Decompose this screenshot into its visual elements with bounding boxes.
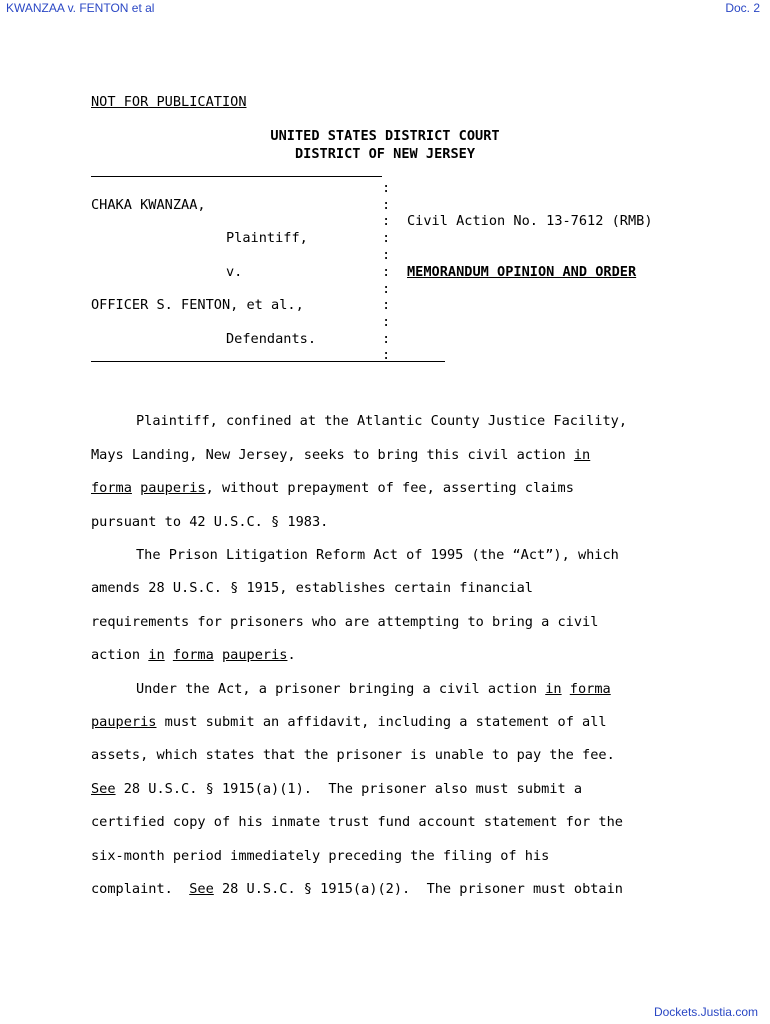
paragraph-line xyxy=(91,880,623,898)
paragraph-line xyxy=(91,713,607,731)
text-run xyxy=(562,681,570,697)
text-run: action xyxy=(91,647,149,663)
paragraph-line: certified copy of his inmate trust fund account statement for the xyxy=(91,814,623,830)
caption-bottom-rule xyxy=(91,361,445,362)
paragraph-line xyxy=(91,780,582,798)
defendant-name: OFFICER S. FENTON, et al., xyxy=(91,297,304,313)
caption-colon: : xyxy=(382,347,391,363)
case-title-link[interactable]: KWANZAA v. FENTON et al xyxy=(6,1,155,15)
text-run: Under the Act, a prisoner bringing a civil action xyxy=(136,681,546,697)
italic-term: in xyxy=(148,647,165,663)
caption-colon: : xyxy=(382,314,391,330)
court-name: UNITED STATES DISTRICT COURT xyxy=(270,128,500,144)
text-run: . xyxy=(287,647,296,663)
text-run: 28 U.S.C. § 1915(a)(1). The prisoner also must submit a xyxy=(115,781,583,797)
publication-note: NOT FOR PUBLICATION xyxy=(91,94,247,110)
citation-signal: See xyxy=(91,781,116,797)
plaintiff-name: CHAKA KWANZAA, xyxy=(91,197,206,213)
caption-top-rule xyxy=(91,176,382,177)
paragraph-line: The Prison Litigation Reform Act of 1995 (the “Act”), which xyxy=(136,547,619,563)
paragraph-line: pursuant to 42 U.S.C. § 1983. xyxy=(91,514,329,530)
text-run: 28 U.S.C. § 1915(a)(2). The prisoner must obtain xyxy=(213,881,623,897)
italic-term: pauperis xyxy=(140,480,206,496)
paragraph-line xyxy=(91,479,574,497)
italic-term: pauperis xyxy=(91,714,157,730)
italic-term: in xyxy=(545,681,562,697)
versus: v. xyxy=(226,264,243,280)
doc-number-link[interactable]: Doc. 2 xyxy=(725,1,760,15)
caption-colon: : xyxy=(382,213,391,229)
caption-colon: : xyxy=(382,264,391,280)
text-run: must submit an affidavit, including a statement of all xyxy=(156,714,607,730)
district-name: DISTRICT OF NEW JERSEY xyxy=(294,146,476,162)
civil-action-number: Civil Action No. 13-7612 (RMB) xyxy=(407,213,653,229)
defendant-role: Defendants. xyxy=(226,331,317,347)
text-run: , without prepayment of fee, asserting claims xyxy=(205,480,574,496)
caption-colon: : xyxy=(382,247,391,263)
italic-term: forma xyxy=(91,480,132,496)
caption-colon: : xyxy=(382,297,391,313)
text-run xyxy=(214,647,222,663)
text-run: complaint. xyxy=(91,881,190,897)
caption-colon: : xyxy=(382,331,391,347)
paragraph-line xyxy=(136,680,611,698)
caption-colon: : xyxy=(382,281,391,297)
text-run xyxy=(132,480,140,496)
citation-signal: See xyxy=(189,881,214,897)
source-link[interactable]: Dockets.Justia.com xyxy=(653,1005,758,1019)
paragraph-line: six-month period immediately preceding the filing of his xyxy=(91,848,550,864)
paragraph-line xyxy=(91,446,590,464)
paragraph-line: assets, which states that the prisoner is unable to pay the fee. xyxy=(91,747,615,763)
caption-colon: : xyxy=(382,197,391,213)
paragraph-line xyxy=(91,646,296,664)
text-run xyxy=(165,647,173,663)
paragraph-line: Plaintiff, confined at the Atlantic County Justice Facility, xyxy=(136,413,628,429)
italic-term: forma xyxy=(569,681,611,697)
document-type: MEMORANDUM OPINION AND ORDER xyxy=(407,264,637,280)
paragraph-line: requirements for prisoners who are attempting to bring a civil xyxy=(91,614,599,630)
italic-term: in xyxy=(573,447,591,463)
caption-colon: : xyxy=(382,230,391,246)
plaintiff-role: Plaintiff, xyxy=(226,230,308,246)
italic-term: forma xyxy=(172,647,214,663)
italic-term: pauperis xyxy=(221,647,288,663)
paragraph-line: amends 28 U.S.C. § 1915, establishes certain financial xyxy=(91,580,533,596)
text-run: Mays Landing, New Jersey, seeks to bring this civil action xyxy=(91,447,574,463)
caption-colon: : xyxy=(382,180,391,196)
